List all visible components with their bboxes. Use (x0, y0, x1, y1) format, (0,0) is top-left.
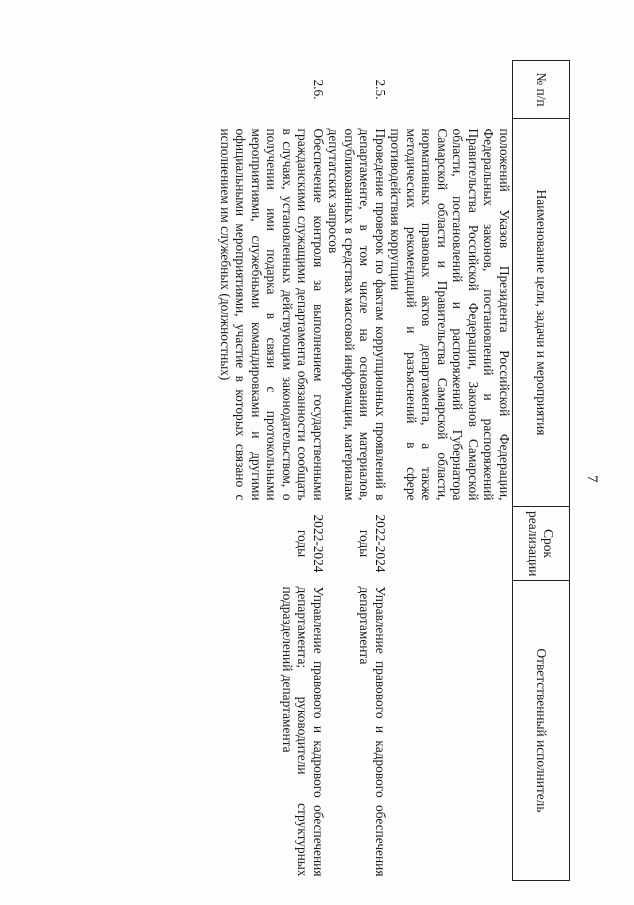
row-term: 2022-2024 годы (357, 514, 388, 573)
row-number (388, 61, 513, 119)
page-number: 7 (584, 475, 600, 483)
table-row (388, 61, 513, 881)
plan-table (218, 60, 571, 881)
table-row (218, 61, 327, 881)
row-name: положений Указов Президента Российской Федерации, Федеральных законов, постановлений и распоряжений Правительства Российской Федерации, Законов Самарской области, постановлений и распоряжений Губернатора Самарской области и Правительства Самарской области, нормативных правовых актов департамента, а также методических рекомендаций и разъяснений в сфере противодействия коррупции (388, 128, 512, 501)
table-header (513, 61, 570, 881)
row-term (388, 507, 513, 581)
header-term: Срок реализации (513, 507, 570, 581)
header-name: Наименование цели, задачи и мероприятия (513, 119, 570, 507)
row-term: 2022-2024 годы (295, 514, 326, 573)
row-name: Проведение проверок по фактам коррупционных проявлений в департаменте, в том числе на основании материалов, опубликованных в средствах массовой информации, материалам депутатских запросов (326, 128, 388, 501)
header-executor: Ответственный исполнитель (513, 581, 570, 881)
row-number: 2.6. (311, 79, 326, 100)
row-executor: Управление правового и кадрового обеспечения департамента; руководители структурных подразделений департамента (280, 586, 326, 877)
table-row (326, 61, 388, 881)
header-number: № п/п (513, 61, 570, 119)
row-name: Обеспечение контроля за выполнением государственными гражданскими служащими департамента обязанности сообщать в случаях, установленных действующим законодательством, о получении ими подарка в связи с протокольными мероприятиями, служебными командировками и другими официальными мероприятиями, участие в которых связано с исполнением им служебных (должностных) (218, 128, 326, 501)
row-executor (388, 581, 513, 881)
row-number: 2.5. (373, 79, 388, 100)
row-executor: Управление правового и кадрового обеспечения департамента (357, 586, 388, 877)
